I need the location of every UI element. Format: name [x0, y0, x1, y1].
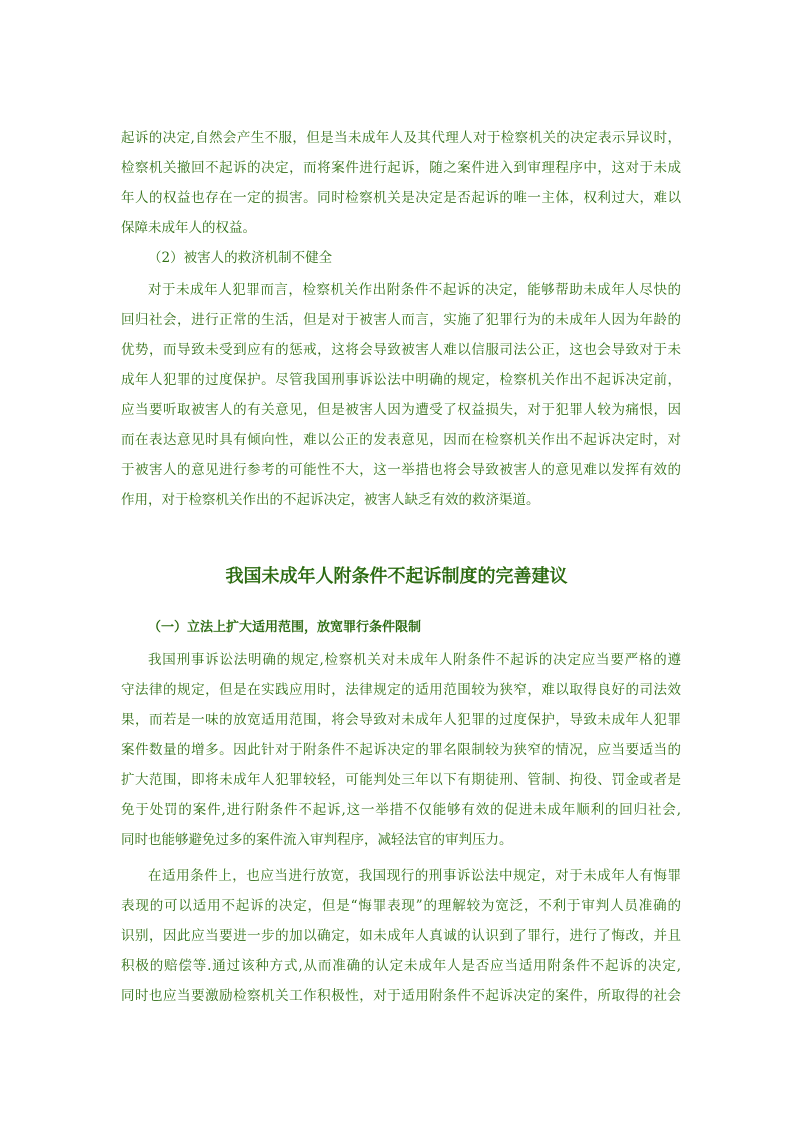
paragraph-line: 年人的权益也存在一定的损害。同时检察机关是决定是否起诉的唯一主体，权利过大，难以 — [121, 190, 681, 206]
paragraph-line: 我国刑事诉讼法明确的规定,检察机关对未成年人附条件不起诉的决定应当要严格的遵 — [148, 652, 681, 668]
paragraph-line: 而在表达意见时具有倾向性，难以公正的发表意见，因而在检察机关作出不起诉决定时，对 — [121, 432, 681, 448]
paragraph-line: 同时也能够避免过多的案件流入审判程序，减轻法官的审判压力。 — [121, 832, 513, 848]
paragraph-line: 在适用条件上，也应当进行放宽，我国现行的刑事诉讼法中规定，对于未成年人有悔罪 — [148, 868, 681, 884]
paragraph-line: 案件数量的增多。因此针对于附条件不起诉决定的罪名限制较为狭窄的情况，应当要适当的 — [121, 742, 681, 758]
paragraph-line: 免于处罚的案件,进行附条件不起诉,这一举措不仅能够有效的促进未成年顺利的回归社会, — [121, 802, 681, 818]
subheading-victim-relief: （2）被害人的救济机制不健全 — [148, 250, 333, 266]
section-title: 我国未成年人附条件不起诉制度的完善建议 — [225, 566, 568, 587]
paragraph-line: 守法律的规定，但是在实践应用时，法律规定的适用范围较为狭窄，难以取得良好的司法效 — [121, 682, 681, 698]
paragraph-line: 表现的可以适用不起诉的决定，但是“悔罪表现”的理解较为宽泛，不利于审判人员准确的 — [121, 898, 681, 914]
paragraph-line: 果，而若是一味的放宽适用范围，将会导致对未成年人犯罪的过度保护，导致未成年人犯罪 — [121, 712, 681, 728]
subheading-expand-scope: （一）立法上扩大适用范围，放宽罪行条件限制 — [148, 620, 422, 635]
paragraph-line: 积极的赔偿等.通过该种方式,从而准确的认定未成年人是否应当适用附条件不起诉的决定, — [121, 958, 681, 974]
paragraph-line: 检察机关撤回不起诉的决定，而将案件进行起诉，随之案件进入到审理程序中，这对于未成 — [121, 160, 681, 176]
paragraph-line: 作用，对于检察机关作出的不起诉决定，被害人缺乏有效的救济渠道。 — [121, 492, 540, 508]
paragraph-line: 识别，因此应当要进一步的加以确定，如未成年人真诚的认识到了罪行，进行了悔改，并且 — [121, 928, 681, 944]
paragraph-line: 起诉的决定,自然会产生不服，但是当未成年人及其代理人对于检察机关的决定表示异议时， — [121, 130, 681, 146]
paragraph-line: 同时也应当要激励检察机关工作积极性，对于适用附条件不起诉决定的案件，所取得的社会 — [121, 988, 681, 1004]
paragraph-line: 回归社会，进行正常的生活，但是对于被害人而言，实施了犯罪行为的未成年人因为年龄的 — [121, 312, 681, 328]
paragraph-line: 成年人犯罪的过度保护。尽管我国刑事诉讼法中明确的规定，检察机关作出不起诉决定前， — [121, 372, 681, 388]
paragraph-line: 应当要听取被害人的有关意见，但是被害人因为遭受了权益损失，对于犯罪人较为痛恨，因 — [121, 402, 681, 418]
paragraph-line: 对于未成年人犯罪而言，检察机关作出附条件不起诉的决定，能够帮助未成年人尽快的 — [148, 282, 681, 298]
paragraph-line: 优势，而导致未受到应有的惩戒，这将会导致被害人难以信服司法公正，这也会导致对于未 — [121, 342, 681, 358]
paragraph-line: 于被害人的意见进行参考的可能性不大，这一举措也将会导致被害人的意见难以发挥有效的 — [121, 462, 681, 478]
paragraph-line: 扩大范围，即将未成年人犯罪较轻，可能判处三年以下有期徒刑、管制、拘役、罚金或者是 — [121, 772, 681, 788]
paragraph-line: 保障未成年人的权益。 — [121, 220, 256, 236]
